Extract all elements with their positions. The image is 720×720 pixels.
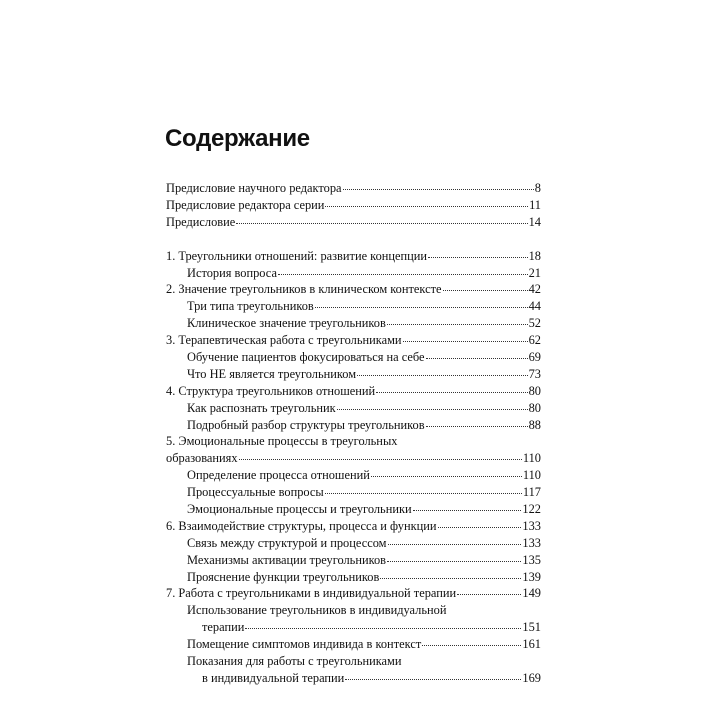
toc-chapter [166,332,541,349]
leader-dots [236,214,527,224]
toc-entry-title: 5. Эмоциональные процессы в треугольных [166,434,398,449]
toc-entry-title: 6. Взаимодействие структуры, процесса и функции [166,518,437,533]
toc-entry [166,214,541,231]
toc-entry-title: Как распознать треугольник [187,400,336,415]
toc-subentry [166,467,541,484]
toc-entry-page: 69 [528,350,541,365]
leader-dots [426,349,528,359]
toc-entry-page: 8 [534,181,541,195]
leader-dots [457,585,521,595]
toc-entry-page: 133 [522,535,541,550]
toc-entry-page: 117 [522,485,541,500]
toc-subentry [166,265,541,282]
toc-entry-title: Прояснение функции треугольников [187,569,380,584]
leader-dots [357,366,528,376]
toc-chapter [166,281,541,298]
toc-entry-title: Предисловие редактора серии [166,197,325,212]
toc-chapter-continuation [166,450,541,467]
toc-entry-page: 80 [528,383,541,398]
toc-entry-title: Что НЕ является треугольником [187,366,357,381]
toc-entry [166,197,541,214]
toc-entry-page: 122 [522,502,541,517]
toc-entry-page: 21 [528,265,541,280]
toc-entry-title-cont: в индивидуальной терапии [202,670,345,685]
toc-entry-page: 52 [528,316,541,331]
toc-subentry [166,653,541,670]
leader-dots [428,248,528,258]
toc-chapter [166,383,541,400]
leader-dots [387,552,521,562]
toc-entry-title: История вопроса [187,265,277,280]
toc-entry-title-cont: образованиях [166,451,238,466]
leader-dots [343,180,534,190]
toc-entry-title: Клиническое значение треугольников [187,316,386,331]
toc-entry-page: 161 [522,637,541,652]
toc-entry-title: 7. Работа с треугольниками в индивидуальной терапии [166,586,457,601]
toc-entry-title: Показания для работы с треугольниками [187,654,402,669]
leader-dots [315,298,528,308]
toc-entry-page: 80 [528,400,541,415]
leader-dots [325,197,528,207]
toc-entry-page: 110 [522,468,541,483]
toc-entry-title: 2. Значение треугольников в клиническом контексте [166,282,442,297]
toc-entry-title: 4. Структура треугольников отношений [166,383,376,398]
toc-subentry [166,636,541,653]
leader-dots [422,636,521,646]
toc-entry-page: 14 [528,214,541,229]
toc-subentry [166,569,541,586]
toc-entry [166,180,541,197]
leader-dots [345,670,521,680]
leader-dots [403,332,528,342]
leader-dots [239,450,522,460]
toc-entry-page: 133 [522,518,541,533]
toc-entry-title: Эмоциональные процессы и треугольники [187,502,412,517]
toc-subentry [166,501,541,518]
toc-entry-title: Процессуальные вопросы [187,485,324,500]
toc-subentry [166,602,541,619]
leader-dots [371,467,522,477]
toc-entry-title: 1. Треугольники отношений: развитие концепции [166,248,428,263]
toc-entry-page: 62 [528,333,541,348]
toc-chapter [166,518,541,535]
leader-dots [426,417,528,427]
toc-subentry-continuation [166,670,541,687]
toc-subentry [166,484,541,501]
page-title: Содержание [165,125,310,152]
toc-subentry-continuation [166,619,541,636]
toc-entry-title: Обучение пациентов фокусироваться на себе [187,350,425,365]
leader-dots [325,484,522,494]
leader-dots [380,569,521,579]
toc-entry-page: 88 [528,417,541,432]
toc-subentry [166,400,541,417]
toc-entry-title: Подробный разбор структуры треугольников [187,417,425,432]
toc-entry-page: 73 [528,366,541,381]
toc-subentry [166,417,541,434]
toc-entry-title: Предисловие [166,214,236,229]
toc-entry-page: 44 [528,299,541,314]
leader-dots [443,281,528,291]
toc-subentry [166,349,541,366]
leader-dots [245,619,521,629]
toc-chapter [166,585,541,602]
toc-entry-page: 139 [522,569,541,584]
toc-entry-title: Механизмы активации треугольников [187,552,387,567]
toc-entry-title: 3. Терапевтическая работа с треугольниками [166,333,402,348]
toc-subentry [166,298,541,315]
toc-subentry [166,552,541,569]
table-of-contents [166,180,541,687]
leader-dots [278,265,528,275]
toc-entry-page: 18 [528,248,541,263]
toc-chapter [166,433,541,450]
toc-entry-page: 42 [528,282,541,297]
toc-entry-page: 151 [522,620,541,635]
toc-entry-title: Использование треугольников в индивидуальной [187,603,447,618]
toc-chapter [166,248,541,265]
toc-entry-title: Помещение симптомов индивида в контекст [187,637,422,652]
section-gap [166,231,541,248]
toc-subentry [166,315,541,332]
toc-entry-title: Определение процесса отношений [187,468,370,483]
leader-dots [376,383,527,393]
toc-entry-title: Предисловие научного редактора [166,181,342,195]
leader-dots [438,518,522,528]
leader-dots [388,535,522,545]
toc-entry-page: 169 [522,670,541,685]
leader-dots [413,501,522,511]
toc-entry-page: 110 [522,451,541,466]
toc-entry-title: Связь между структурой и процессом [187,535,387,550]
toc-entry-page: 135 [522,552,541,567]
toc-subentry [166,366,541,383]
toc-entry-page: 11 [529,197,541,212]
leader-dots [387,315,528,325]
toc-entry-title: Три типа треугольников [187,299,314,314]
leader-dots [337,400,528,410]
toc-subentry [166,535,541,552]
toc-entry-page: 149 [522,586,541,601]
toc-entry-title-cont: терапии [202,620,245,635]
